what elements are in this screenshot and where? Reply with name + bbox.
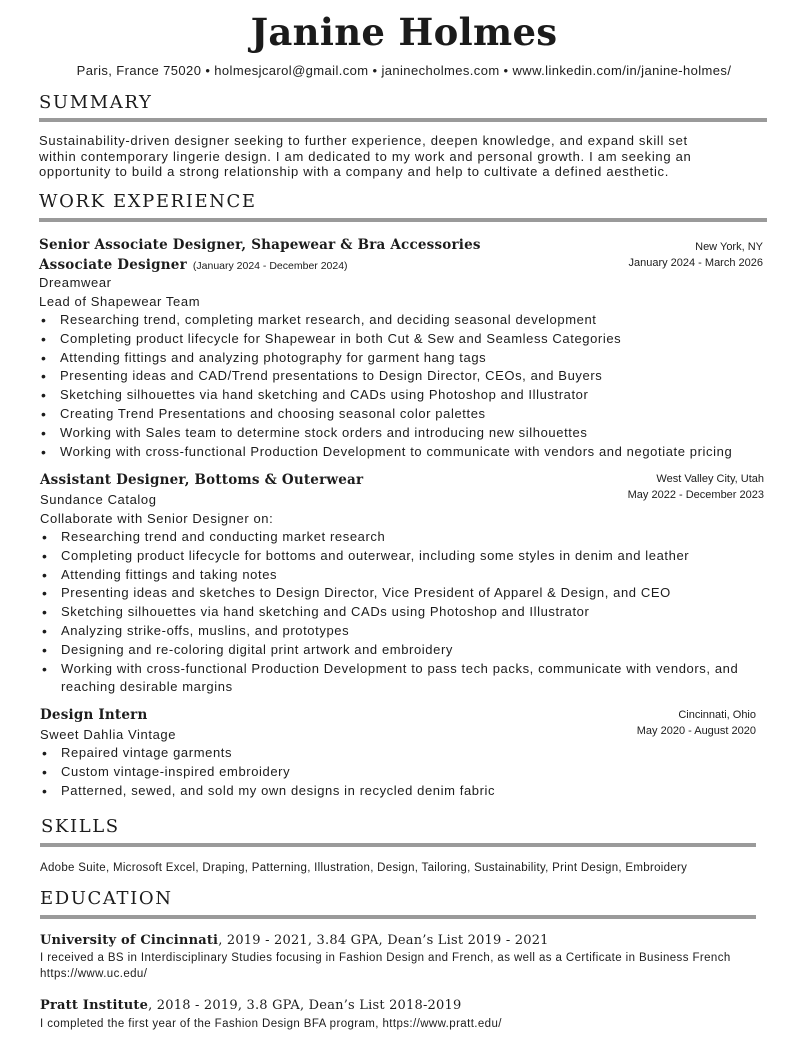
school-details: , 2019 - 2021, 3.84 GPA, Dean’s List 2019 - 2021 [218, 933, 549, 948]
list-item: • Attending fittings and taking notes [40, 566, 765, 585]
job-bullet-list [40, 744, 760, 800]
job-company: Sundance Catalog [40, 492, 157, 507]
job-location: West Valley City, Utah [656, 473, 764, 485]
job-title: Design Intern [40, 707, 148, 723]
job-title: Assistant Designer, Bottoms & Outerwear [40, 472, 364, 488]
list-item: • Sketching silhouettes via hand sketching and CADs using Photoshop and Illustrator [39, 386, 779, 405]
job-location: New York, NY [695, 241, 763, 253]
list-item: • Working with cross-functional Production Development to pass tech packs, communicate with vendors, and reaching desirable margins [40, 660, 765, 698]
education-entry-text [40, 1016, 800, 1032]
job-location-dates [560, 471, 764, 503]
skills-text: Adobe Suite, Microsoft Excel, Draping, Patterning, Illustration, Design, Tailoring, Sustainability, Print Design, Embroidery [40, 862, 688, 874]
education-entry-heading [40, 933, 549, 948]
education-heading: EDUCATION [40, 888, 173, 909]
summary-line: within contemporary lingerie design. I am dedicated to my work and personal growth. I am seeking an [39, 148, 692, 164]
job-dates: May 2020 - August 2020 [636, 725, 756, 737]
list-item: • Attending fittings and analyzing photography for garment hang tags [39, 349, 779, 368]
education-line: https://www.uc.edu/ [40, 968, 148, 980]
education-line: I received a BS in Interdisciplinary Studies focusing in Fashion Design and French, as well as a Certificate in Business French [40, 952, 731, 964]
job-bullet-list [39, 311, 779, 461]
job-dates: January 2024 - March 2026 [628, 257, 763, 269]
list-item: • Completing product lifecycle for Shapewear in both Cut & Sew and Seamless Categories [39, 330, 779, 349]
summary-heading: SUMMARY [39, 92, 153, 113]
list-item: • Working with Sales team to determine stock orders and introducing new silhouettes [39, 424, 779, 443]
work-experience-heading: WORK EXPERIENCE [39, 191, 257, 212]
list-item: • Presenting ideas and sketches to Design Director, Vice President of Apparel & Design, and CEO [40, 584, 765, 603]
job-subtitle [39, 257, 348, 273]
section-divider [40, 843, 756, 847]
job-company: Dreamwear [39, 275, 112, 290]
education-entry-text [40, 950, 800, 982]
section-divider [39, 118, 767, 122]
job-company: Sweet Dahlia Vintage [40, 727, 177, 742]
skills-heading: SKILLS [41, 816, 120, 837]
school-name: University of Cincinnati [40, 933, 219, 948]
contact-line: Paris, France 75020 • holmesjcarol@gmail.com • janinecholmes.com • www.linkedin.com/in/janine-holmes/ [76, 63, 732, 78]
job-bullet-list [40, 528, 765, 697]
summary-line: opportunity to build a strong relationship with a company and help to cultivate a defined aesthetic. [39, 164, 670, 179]
list-item: • Researching trend, completing market research, and deciding seasonal development [39, 311, 779, 330]
job-subtitle-text: Associate Designer [39, 257, 187, 273]
resume-name: Janine Holmes [250, 10, 558, 54]
list-item: • Custom vintage-inspired embroidery [40, 763, 760, 782]
job-title: Senior Associate Designer, Shapewear & Bra Accessories [39, 237, 481, 253]
list-item: • Presenting ideas and CAD/Trend presentations to Design Director, CEOs, and Buyers [39, 367, 779, 386]
job-role-note: Lead of Shapewear Team [39, 294, 201, 309]
school-details: , 2018 - 2019, 3.8 GPA, Dean’s List 2018-2019 [148, 998, 462, 1013]
list-item: • Patterned, sewed, and sold my own designs in recycled denim fabric [40, 782, 760, 801]
list-item: • Repaired vintage garments [40, 744, 760, 763]
school-name: Pratt Institute [40, 998, 149, 1013]
list-item: • Creating Trend Presentations and choosing seasonal color palettes [39, 405, 779, 424]
list-item: • Working with cross-functional Production Development to communicate with vendors and negotiate pricing [39, 443, 779, 462]
list-item: • Sketching silhouettes via hand sketching and CADs using Photoshop and Illustrator [40, 603, 765, 622]
education-line: I completed the first year of the Fashion Design BFA program, https://www.pratt.edu/ [40, 1018, 502, 1030]
education-entry-heading [40, 998, 461, 1013]
summary-text [39, 133, 779, 180]
job-role-note: Collaborate with Senior Designer on: [40, 511, 274, 526]
section-divider [39, 218, 767, 222]
job-location-dates [560, 239, 763, 271]
list-item: • Completing product lifecycle for bottoms and outerwear, including some styles in denim and leather [40, 547, 765, 566]
job-dates: May 2022 - December 2023 [627, 489, 764, 501]
job-subtitle-dates: (January 2024 - December 2024) [192, 260, 348, 272]
list-item: • Researching trend and conducting market research [40, 528, 765, 547]
job-location-dates [556, 707, 756, 739]
list-item: • Analyzing strike-offs, muslins, and prototypes [40, 622, 765, 641]
section-divider [40, 915, 756, 919]
job-location: Cincinnati, Ohio [678, 709, 756, 721]
list-item: • Designing and re-coloring digital print artwork and embroidery [40, 641, 765, 660]
summary-line: Sustainability-driven designer seeking to further experience, deepen knowledge, and expand skill set [39, 133, 688, 148]
